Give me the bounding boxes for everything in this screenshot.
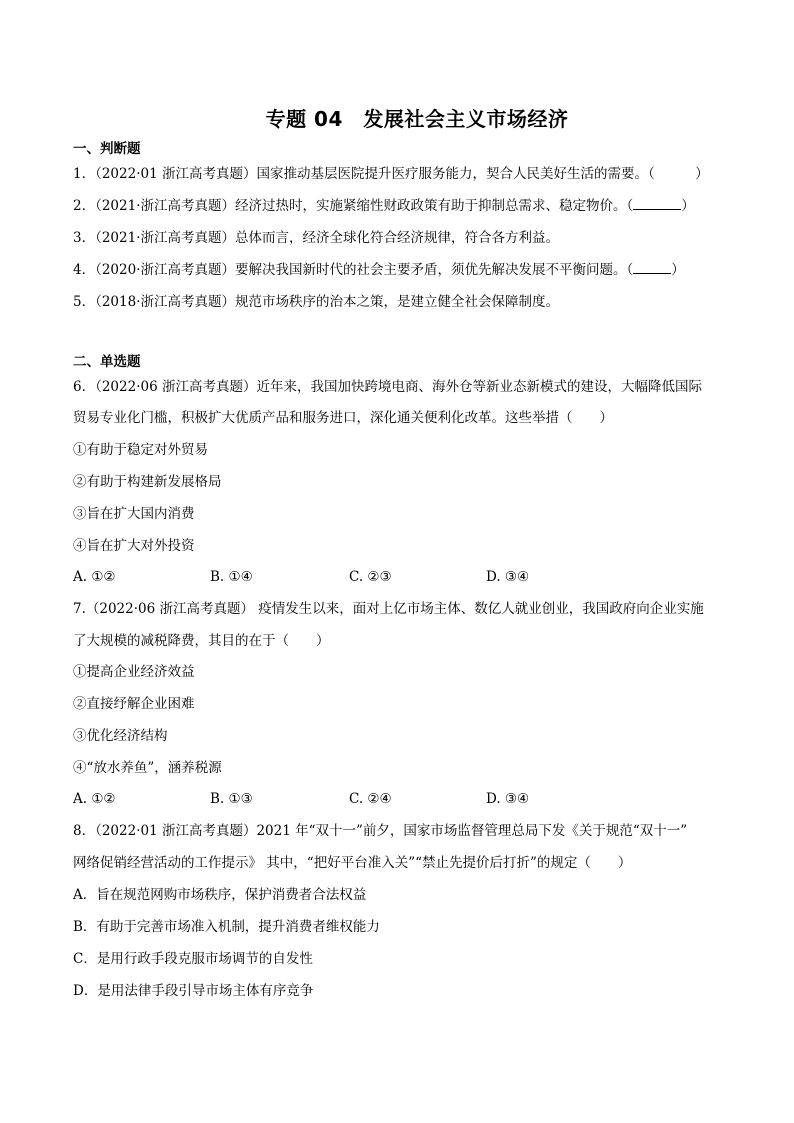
judgment-item-3: 3．（2021·浙江高考真题）总体而言，经济全球化符合经济规律，符合各方利益。 <box>73 230 559 246</box>
close-paren: ） <box>671 262 685 278</box>
q7-statement: ②直接纾解企业困难 <box>73 696 195 712</box>
q7-option-b[interactable]: B. ①③ <box>210 791 253 807</box>
section-heading-single-choice: 二、单选题 <box>73 354 141 370</box>
q6-option-a[interactable]: A. ①② <box>73 569 116 585</box>
q8-stem-line1: 8．（2022·01 浙江高考真题）2021 年“双十一”前夕，国家市场监督管理总局下发《关于规范“双十一” <box>73 823 688 839</box>
q7-option-d[interactable]: D. ③④ <box>486 791 530 807</box>
judgment-item-4-text: 4．（2020·浙江高考真题）要解决我国新时代的社会主要矛盾，须优先解决发展不平衡问题。（ <box>73 262 634 278</box>
section-heading-judgment: 一、判断题 <box>73 141 141 157</box>
judgment-item-2 <box>73 197 695 215</box>
answer-blank <box>633 197 681 210</box>
judgment-item-4 <box>73 261 685 279</box>
q8-choice-d[interactable]: D．是用法律手段引导市场主体有序竞争 <box>73 983 314 999</box>
close-paren: ） <box>681 198 695 214</box>
q7-stem-line1: 7.（2022·06 浙江高考真题） 疫情发生以来，面对上亿市场主体、数亿人就业创业，我国政府向企业实施 <box>73 601 704 617</box>
judgment-item-2-text: 2．（2021·浙江高考真题）经济过热时，实施紧缩性财政政策有助于抑制总需求、稳定物价。（ <box>73 198 634 214</box>
q6-option-b[interactable]: B. ①④ <box>210 569 253 585</box>
q8-stem-line2: 网络促销经营活动的工作提示》 其中，“把好平台准入关”“禁止先提价后打折”的规定（ ） <box>73 855 632 871</box>
q6-stem-line1: 6．（2022·06 浙江高考真题）近年来，我国加快跨境电商、海外仓等新业态新模式的建设，大幅降低国际 <box>73 379 702 395</box>
page-title: 专题 04 发展社会主义市场经济 <box>265 107 569 131</box>
q8-choice-c[interactable]: C．是用行政手段克服市场调节的自发性 <box>73 951 313 967</box>
judgment-item-5: 5．（2018·浙江高考真题）规范市场秩序的治本之策，是建立健全社会保障制度。 <box>73 294 559 310</box>
q6-option-d[interactable]: D. ③④ <box>486 569 530 585</box>
q6-statement: ②有助于构建新发展格局 <box>73 474 222 490</box>
q7-option-a[interactable]: A. ①② <box>73 791 116 807</box>
q6-stem-line2: 贸易专业化门槛，积极扩大优质产品和服务进口，深化通关便利化改革。这些举措（ ） <box>73 410 613 426</box>
q6-option-c[interactable]: C. ②③ <box>349 569 392 585</box>
q7-statement: ①提高企业经济效益 <box>73 664 195 680</box>
q7-stem-line2: 了大规模的减税降费，其目的在于（ ） <box>73 633 330 649</box>
q6-statement: ①有助于稳定对外贸易 <box>73 442 208 458</box>
q8-choice-a[interactable]: A．旨在规范网购市场秩序，保护消费者合法权益 <box>73 887 367 903</box>
q6-statement: ④旨在扩大对外投资 <box>73 538 195 554</box>
judgment-item-1: 1．（2022·01 浙江高考真题）国家推动基层医院提升医疗服务能力，契合人民美好生活的需要。（ ） <box>73 166 709 182</box>
q8-choice-b[interactable]: B．有助于完善市场准入机制，提升消费者维权能力 <box>73 919 380 935</box>
q6-statement: ③旨在扩大国内消费 <box>73 506 195 522</box>
q7-option-c[interactable]: C. ②④ <box>349 791 392 807</box>
q7-statement: ④“放水养鱼”，涵养税源 <box>73 760 222 776</box>
answer-blank <box>633 261 671 274</box>
q7-statement: ③优化经济结构 <box>73 728 168 744</box>
